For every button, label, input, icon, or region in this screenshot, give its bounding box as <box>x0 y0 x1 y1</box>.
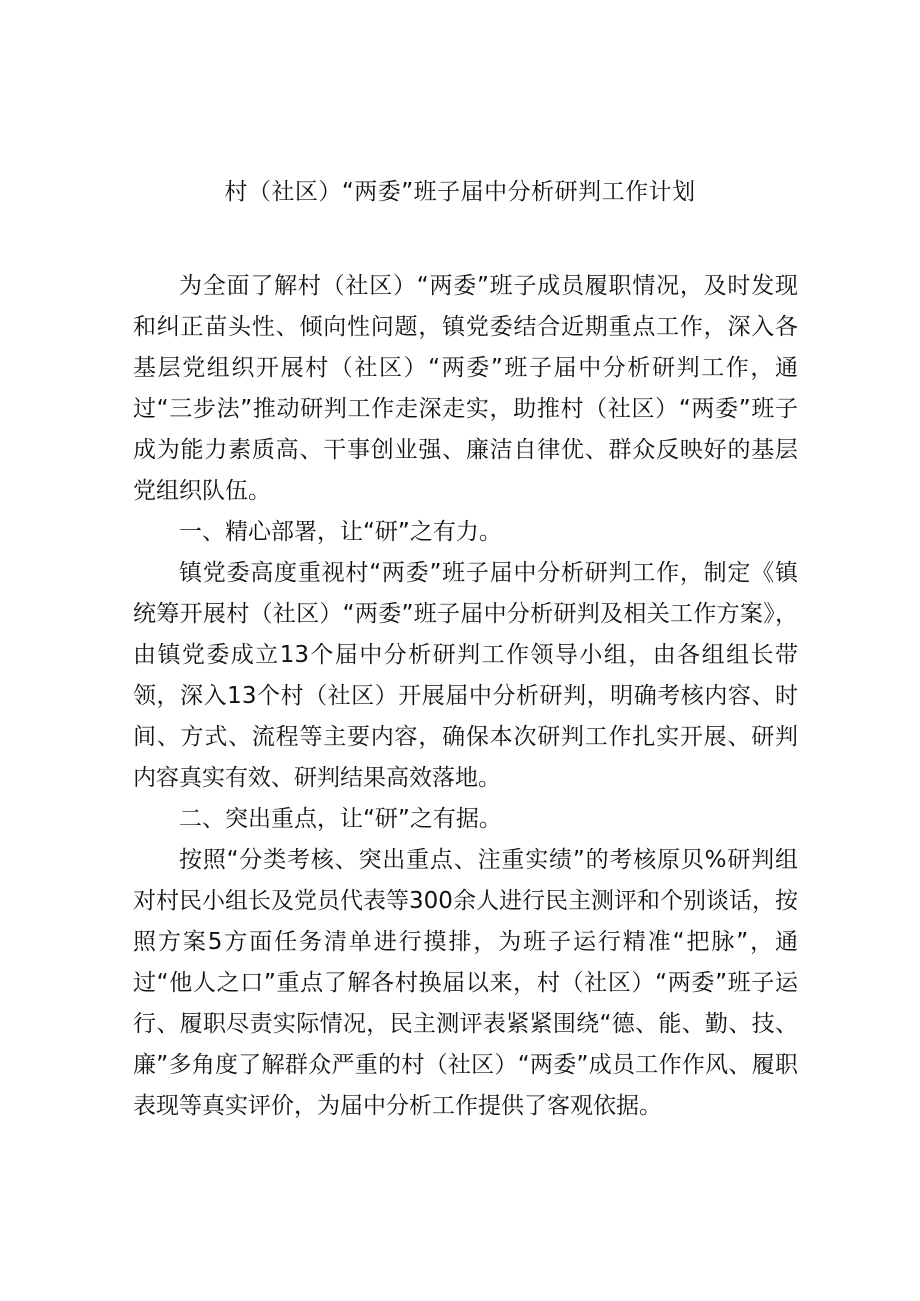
document-title: 村（社区）“两委”班子届中分析研判工作计划 <box>224 179 696 205</box>
paragraph-section-1: 镇党委高度重视村“两委”班子届中分析研判工作，制定《镇统筹开展村（社区）“两委”班子届中分析研判及相关工作方案》，由镇党委成立13个届中分析研判工作领导小组，由各组组长带领，深入13个村（社区）开展届中分析研判，明确考核内容、时间、方式、流程等主要内容，确保本次研判工作扎实开展、研判内容真实有效、研判结果高效落地。 <box>133 560 798 791</box>
section-heading-2: 二、突出重点，让“研”之有据。 <box>179 806 502 832</box>
paragraph-section-2: 按照“分类考核、突出重点、注重实绩”的考核原贝%研判组对村民小组长及党员代表等300余人进行民主测评和个别谈话，按照方案5方面任务清单进行摸排，为班子运行精准“把脉”，通过“他人之口”重点了解各村换届以来，村（社区）“两委”班子运行、履职尽责实际情况，民主测评表紧紧围绕“德、能、勤、技、廉”多角度了解群众严重的村（社区）“两委”成员工作作风、履职表现等真实评价，为届中分析工作提供了客观依据。 <box>133 847 798 1119</box>
section-heading-1: 一、精心部署，让“研”之有力。 <box>179 519 502 545</box>
paragraph-intro: 为全面了解村（社区）“两委”班子成员履职情况，及时发现和纠正苗头性、倾向性问题，镇党委结合近期重点工作，深入各基层党组织开展村（社区）“两委”班子届中分析研判工作，通过“三步法”推动研判工作走深走实，助推村（社区）“两委”班子成为能力素质高、干事创业强、廉洁自律优、群众反映好的基层党组织队伍。 <box>133 273 798 504</box>
document-body <box>133 266 798 1127</box>
